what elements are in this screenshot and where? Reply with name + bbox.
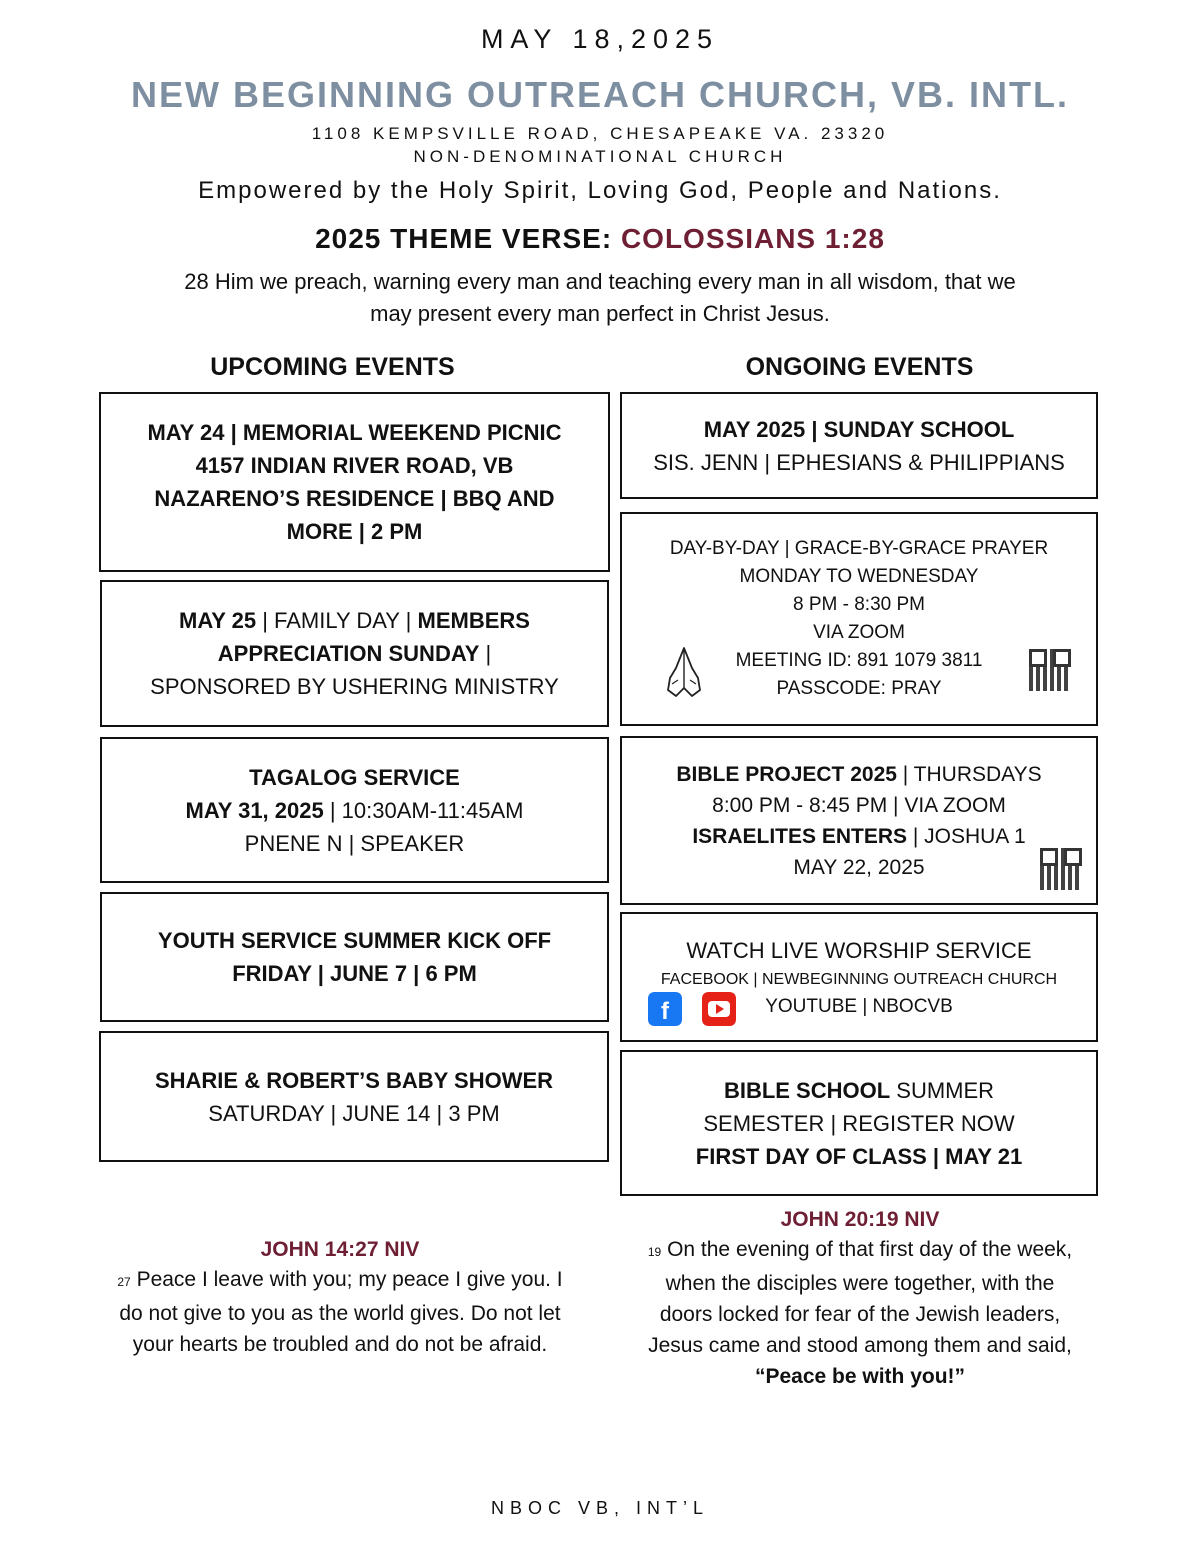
event-line: FIRST DAY OF CLASS | MAY 21 <box>695 1143 1023 1169</box>
event-text: | <box>479 641 492 666</box>
denomination: NON-DENOMINATIONAL CHURCH <box>413 147 787 166</box>
church-address-block <box>0 122 1200 168</box>
event-date: MAY 25 <box>179 608 257 633</box>
theme-verse-line: may present every man perfect in Christ Jesus. <box>370 301 830 326</box>
event-title: BIBLE PROJECT 2025 <box>676 762 897 786</box>
bulletin-date: MAY 18,2025 <box>480 24 720 54</box>
event-title: SHARIE & ROBERT’S BABY SHOWER <box>154 1067 554 1093</box>
event-line: SATURDAY | JUNE 14 | 3 PM <box>208 1100 500 1126</box>
ongoing-card-live-worship <box>620 912 1098 1042</box>
event-line <box>692 821 1025 852</box>
scripture-reference: JOHN 14:27 NIV <box>260 1238 420 1261</box>
event-line: MAY 24 | MEMORIAL WEEKEND PICNIC <box>147 420 562 445</box>
event-line <box>676 759 1041 790</box>
qr-code-icon <box>1029 649 1071 691</box>
facebook-icon <box>648 992 682 1026</box>
event-line: SIS. JENN | EPHESIANS & PHILIPPIANS <box>653 449 1065 475</box>
event-text: APPRECIATION SUNDAY <box>217 641 480 666</box>
event-title: YOUTH SERVICE SUMMER KICK OFF <box>157 928 552 953</box>
ongoing-card-sunday-school <box>620 392 1098 499</box>
event-line: SPONSORED BY USHERING MINISTRY <box>150 674 559 699</box>
theme-label: 2025 THEME VERSE: <box>315 223 621 254</box>
youtube-icon <box>702 992 736 1026</box>
event-date: MAY 22, 2025 <box>793 855 925 879</box>
church-name: NEW BEGINNING OUTREACH CHURCH, VB. INTL. <box>131 74 1069 115</box>
event-line <box>186 794 524 827</box>
ongoing-card-prayer <box>620 512 1098 726</box>
scripture-line <box>610 1234 1110 1268</box>
scripture-text <box>80 1264 600 1360</box>
scripture-line-text: Peace I leave with you; my peace I give you. I <box>136 1268 563 1291</box>
tagline: Empowered by the Holy Spirit, Loving God, People and Nations. <box>198 177 1002 204</box>
event-title: MAY 2025 | SUNDAY SCHOOL <box>703 416 1015 442</box>
event-passage: | JOSHUA 1 <box>907 824 1026 848</box>
scripture-line <box>80 1264 600 1298</box>
youtube-channel: YOUTUBE | NBOCVB <box>765 995 953 1017</box>
meeting-id: MEETING ID: 891 1079 3811 <box>735 650 983 671</box>
scripture-line-text: On the evening of that first day of the week, <box>667 1238 1073 1261</box>
theme-verse-line: 28 Him we preach, warning every man and teaching every man in all wisdom, that we <box>184 269 1016 294</box>
scripture-line: do not give to you as the world gives. Do not let <box>119 1302 561 1325</box>
event-title: WATCH LIVE WORSHIP SERVICE <box>686 937 1032 963</box>
event-line: MORE | 2 PM <box>286 519 423 544</box>
scripture-right <box>610 1208 1110 1392</box>
svg-text:f: f <box>661 998 669 1025</box>
ongoing-events-heading: ONGOING EVENTS <box>745 353 974 381</box>
facebook-page: FACEBOOK | NEWBEGINNING OUTREACH CHURCH <box>660 970 1058 988</box>
praying-hands-icon <box>662 644 706 700</box>
event-day: | THURSDAYS <box>896 762 1042 786</box>
qr-code-icon <box>1040 848 1082 890</box>
event-card-memorial-picnic <box>99 392 610 572</box>
passcode: PASSCODE: PRAY <box>776 678 942 699</box>
event-line: 8 PM - 8:30 PM <box>793 594 925 615</box>
upcoming-events-heading: UPCOMING EVENTS <box>210 353 455 381</box>
church-address: 1108 KEMPSVILLE ROAD, CHESAPEAKE VA. 23320 <box>311 124 889 143</box>
event-title: TAGALOG SERVICE <box>249 764 460 790</box>
theme-reference: COLOSSIANS 1:28 <box>620 223 885 254</box>
theme-verse-heading <box>0 223 1200 255</box>
event-line: FRIDAY | JUNE 7 | 6 PM <box>232 961 477 986</box>
event-line: NAZARENO’S RESIDENCE | BBQ AND <box>154 486 555 511</box>
verse-number: 19 <box>647 1245 662 1259</box>
verse-number: 27 <box>117 1275 131 1289</box>
event-line: 8:00 PM - 8:45 PM | VIA ZOOM <box>712 793 1006 817</box>
event-title: DAY-BY-DAY | GRACE-BY-GRACE PRAYER <box>669 538 1049 559</box>
ongoing-card-bible-project <box>620 736 1098 905</box>
event-line <box>179 604 530 637</box>
event-topic: ISRAELITES ENTERS <box>692 824 908 848</box>
scripture-quote: “Peace be with you!” <box>754 1365 966 1388</box>
scripture-line: when the disciples were together, with the <box>665 1272 1055 1295</box>
event-text: SUMMER <box>890 1077 995 1103</box>
event-line: VIA ZOOM <box>813 622 905 643</box>
event-card-baby-shower <box>99 1031 609 1162</box>
event-card-family-day <box>100 580 609 727</box>
scripture-line: doors locked for fear of the Jewish leaders, <box>659 1303 1061 1326</box>
scripture-reference: JOHN 20:19 NIV <box>780 1208 940 1231</box>
event-card-tagalog-service <box>100 737 609 883</box>
ongoing-card-bible-school <box>620 1050 1098 1196</box>
event-line <box>724 1074 994 1107</box>
scripture-line: your hearts be troubled and do not be afraid. <box>132 1333 548 1356</box>
event-line <box>218 637 491 670</box>
event-title: BIBLE SCHOOL <box>723 1077 891 1103</box>
event-card-youth-kickoff <box>100 892 609 1022</box>
event-line: PNENE N | SPEAKER <box>244 830 465 856</box>
footer-text: NBOC VB, INT’L <box>490 1498 710 1518</box>
scripture-line: Jesus came and stood among them and said, <box>648 1334 1072 1357</box>
scripture-text <box>610 1234 1110 1392</box>
theme-verse-text <box>90 266 1110 330</box>
event-date: MAY 31, 2025 <box>185 797 324 823</box>
event-line: SEMESTER | REGISTER NOW <box>703 1110 1015 1136</box>
event-line: 4157 INDIAN RIVER ROAD, VB <box>195 453 514 478</box>
event-text: | FAMILY DAY | <box>256 608 418 633</box>
event-time: | 10:30AM-11:45AM <box>323 797 524 823</box>
scripture-left <box>80 1238 600 1360</box>
event-line: MONDAY TO WEDNESDAY <box>739 566 979 587</box>
event-text: MEMBERS <box>417 608 530 633</box>
